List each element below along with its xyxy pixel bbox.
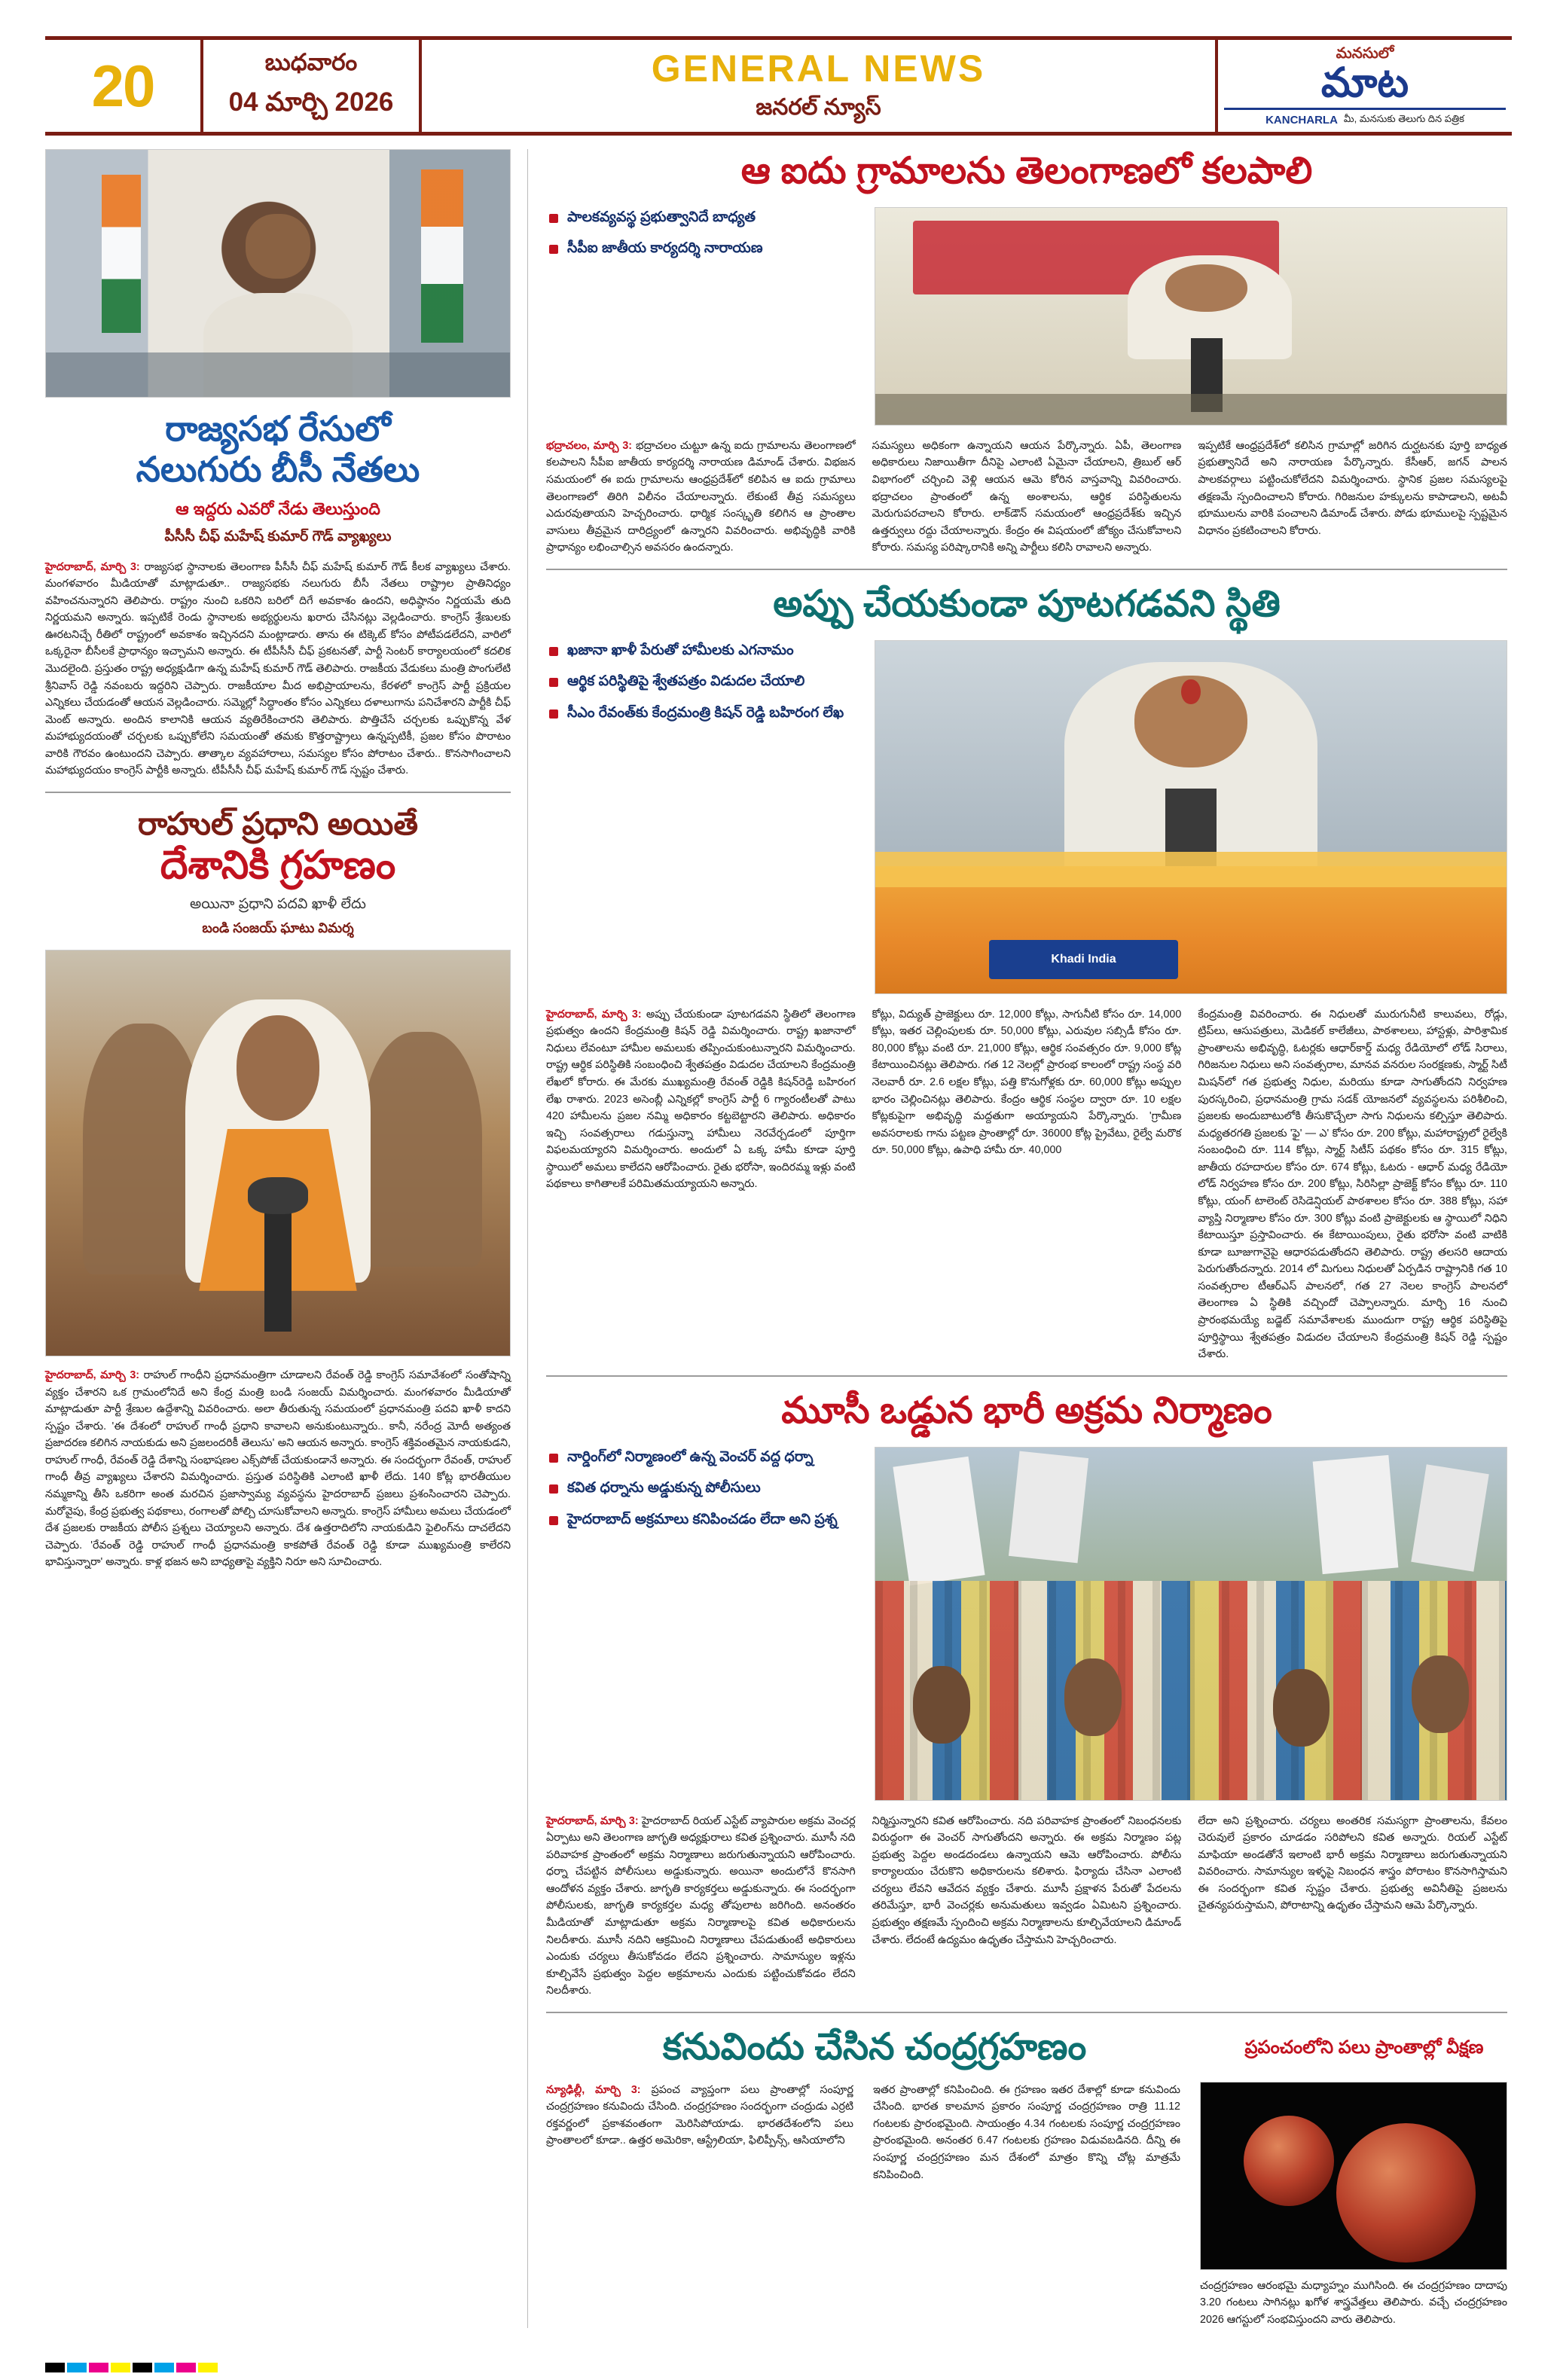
right-story-2-col3: కేంద్రమంత్రి వివరించారు. ఈ నిధులతో మురుగునీటి కాలువలు, రోడ్లు, ట్రిప్‌లు, ఆసుపత్రులు, మెడికల్ కాలేజీలు, పాఠశాలలు, హాస్టళ్లు, పారిశ్రామిక ప్రాంతాలను అభివృద్ధి, ఓటర్లకు ఆధార్‌కార్డ్ మధ్య రేడియోలో లోడ్ సిరాలు, గిరిజనుల నిధులు అని సంవత్సరాల, మానవ వనరుల సంరక్షణకు, స్మార్ట్ సిటీ మిషన్‌లో గత ప్రభుత్వ నిధుల, మరియు కూడా సాగుతోందని నిర్వహణ పురస్కరించి, ప్రధానమంత్రి గ్రామ సడక్ యోజనలో వ్యవస్థలను పరిశీలించి, ప్రజలకు అందుబాటులోకి తీసుకొచ్చేలా సాగు నిధులను కల్పిస్తూ తెలిపారు. మధ్యతరగతి ప్రజలకు 'ఫై' — ఎ' కోసం రూ. 200 కోట్లు, మహారాష్ట్రలో రైల్వేకి సంబంధించి రూ. 114 కోట్లు, స్మార్ట్ సిటీస్ పథకం కోసం రూ. 315 కోట్లు, జాతీయ రహదారుల కోసం రూ. 674 కోట్లు, ఓటరు - ఆధార్ మధ్య రేడియో లోడ్ నిర్వహణ కోసం రూ. 200 కోట్లు, సిరిసిల్లా ప్రాజెక్ట్ కోసం కోట్లు రూ. 110 కోట్లు, యంగ్ టాలెంట్ రెసిడెన్షియల్ పాఠశాలల కోసం రూ. 388 కోట్లు, సహా వ్యాప్తి నిర్మాణాల కోసం రూ. 300 కోట్లు వంటి ప్రాజెక్టులకు ఆ స్థాయిలో నిధిని కేటాయిస్తూ ప్రస్తావించారు. ఈ కేటాయింపులు, రైతు భరోసా వంటి వాటికి కూడా బూజుగానైపై ఆధారపడుతోందని తెలిపారు. రాష్ట్ర తలసరి ఆదాయ పెరుగుతోందన్నారు. 2014 లో మిగులు నిధులతో ఏర్పడిన రాష్ట్రానికి గత 10 సంవత్సరాల టీఆర్ఎస్ పాలనలో, గత 27 నెలల కాంగ్రెస్ పాలనలో తెలంగాణ ఏ స్థితికి వచ్చిందో చెప్పాలన్నారు. మార్చి 16 నుంచి ప్రారంభమయ్యే బడ్జెట్ సమావేశాలకు ముందుగా రాష్ట్ర ఆర్థిక పరిస్థితిపై పూర్తిస్థాయి శ్వేతపత్రం విడుదల చేయాలని కేంద్రమంత్రి కిషన్ రెడ్డి స్పష్టం చేశారు.: [1198, 1008, 1507, 1361]
revanth-reddy-photo: [45, 149, 511, 398]
right-story-3-byline: హైదరాబాద్, మార్చి 3:: [546, 1814, 639, 1827]
reg-swatch: [45, 2363, 65, 2372]
logo-top-text: మనసులో: [1336, 44, 1394, 62]
right-story-3-col1: హైదరాబాద్, మార్చి 3: హైదరాబాద్ రియల్ ఎస్టేట్ వ్యాపారుల అక్రమ వెంచర్ల ఏర్పాటు అని తెలంగాణ జాగృతి అధ్యక్షురాలు కవిత ప్రశ్నించారు. మూసీ నది పరివాహక ప్రాంతంలో అక్రమ నిర్మాణాలు జరుగుతున్నాయని ఆరోపించారు. ధర్నా చేపట్టిన పోలీసులు అడ్డుకున్నారు. అయినా అందులోనే కొనసాగి ఆందోళన వ్యక్తం చేశారు. జాగృతి కార్యకర్తలు అడ్డుకున్నారు. ఈ సందర్భంగా పోలీసులకు, జాగృతి కార్యకర్తల మధ్య తోపులాట జరిగింది. అనంతరం మీడియాతో మాట్లాడుతూ అక్రమ నిర్మాణాలపై కవిత అధికారులను నిలదీశారు. మూసీ నదిని ఆక్రమించి నిర్మాణాలు చేపడుతుంటే అధికారులు ఎందుకు చర్యలు తీసుకోవడం లేదని ప్రశ్నించారు. సామాన్యుల ఇళ్లను కూల్చివేసే ప్రభుత్వం పెద్దల అక్రమాలను ఎందుకు పట్టించుకోవడం లేదని నిలదీశారు.: [546, 1814, 856, 1997]
divider: [45, 792, 511, 793]
masthead: [45, 36, 1512, 136]
right-story-1: [546, 149, 1507, 557]
bullet-item: ఖజానా ఖాళీ పేరుతో హామీలకు ఎగనామం: [546, 640, 855, 661]
right-story-1-col1: భద్రాచలం, మార్చి 3: భద్రాచలం చుట్టూ ఉన్న ఐదు గ్రామాలను తెలంగాణలో కలపాలని సీపీఐ జాతీయ కార్యదర్శి నారాయణ డిమాండ్ చేశారు. విభజన సమయంలో ఈ ఐదు గ్రామాలను ఆంధ్రప్రదేశ్‌లో కలిపిన ఆ ఐదు గ్రామాలు తెలంగాణలో తిరిగి విలీనం చేయాలన్నారు. లేకుంటే తీవ్ర సమస్యలు ఎదురవుతాయని హెచ్చరించారు. ధార్మిక సంస్కృతి కలిగిన ఆ ప్రాంతాల వాసులు తీవ్రమైన దారిద్ర్యంలో ఉన్నారని వివరించారు. అభివృద్ధికి వారికి ప్రాధాన్యం లభించాల్సిన అవసరం ఉందన్నారు.: [546, 439, 856, 554]
divider: [546, 2012, 1507, 2013]
left-story-2-text: రాహుల్ గాంధీని ప్రధానమంత్రిగా చూడాలని రేవంత్ రెడ్డి కాంగ్రెస్ సమావేశంలో సంతోషాన్ని వ్యక్తం చేశారని ఒక గ్రామంలోనిదే అని కేంద్ర మంత్రి బండి సంజయ్ విమర్శించారు. మంగళవారం మీడియాతో మాట్లాడుతూ పార్టీ శ్రేణుల ఉద్దేశాన్ని వివరించారు. అలా తీరుతున్న సమయంలో ప్రధానమంత్రి పదవి ఖాళీ కాదని స్పష్టం చేశారు. 'ఈ దేశంలో రాహుల్ గాంధీ ప్రధాని కావాలని అనుకుంటున్నారు.. కానీ, నరేంద్ర మోదీ అత్యంత ప్రజాదరణ కలిగిన నాయకుడు అని ప్రజలందరికీ తెలుసు' అని ఆయన అన్నారు. కాంగ్రెస్‌ శక్తివంతమైన నాయకుడని, రాహుల్ గాంధీ, రేవంత్ రెడ్డి దేశాన్ని సంభాషణల ఎక్స్‌పోజ్ చేయకుండానే అన్నారు. ఈ సందర్భంగా రేవంత్, రాహుల్‌ గాంధీ తీవ్ర వ్యాఖ్యలు చేశారని విమర్శించారు. ప్రస్తుత పరిస్థితికి ఎలాంటి ఖాళీ లేదు. 140 కోట్ల భారతీయుల నమ్మకాన్ని తీసి ఒకరిగా అంత మరచిన ప్రజాస్వామ్య వ్యవస్థను హైదరాబాద్‌ ప్రజలు ప్రశంసించారని చెప్పారు. మరోవైపు, కేంద్ర ప్రభుత్వ పథకాలు, రంగాలతో పోల్చి చూసుకోవాలని అన్నారు. కాంగ్రెస్ హామీలు అమలు చేయడంలో దేశ ప్రజలకు రాజకీయ పోలీస ప్రశ్నలు చెయ్యాలని అన్నారు. దేశ ఉత్తరాదిలోని నాయకుడిని ఫైలింగ్‌ను దాచలేదని చెప్పారు. 'రేవంత్ రెడ్డి రాహుల్ గాంధీ ప్రధానమంత్రి కాకపోతే రేవంత్ రెడ్డి కూడా ముఖ్యమంత్రి కాలేరని భావిస్తున్నారా' అన్నారు. కాళ్ల భజన అని బాధ్యతాపై వ్యక్తిని నిరూ అని సూచించారు.: [45, 1368, 511, 1569]
date-box: [203, 40, 422, 132]
section-title-en: GENERAL NEWS: [651, 47, 986, 90]
left-story-1: [45, 559, 511, 780]
left-column: [45, 149, 527, 2328]
right-story-2-byline: హైదరాబాద్, మార్చి 3:: [546, 1008, 642, 1021]
right-headline-2: అప్పు చేయకుండా పూటగడవని స్థితి: [773, 583, 1281, 624]
page-grid: [45, 149, 1512, 2326]
photo-label: Khadi India: [989, 940, 1178, 978]
logo-tagline-row: [1224, 108, 1506, 127]
logo-brand: KANCHARLA: [1265, 113, 1338, 127]
left-headline-1: రాజ్యసభ రేసులో నలుగురు బీసీ నేతలు: [136, 409, 420, 490]
right-story-3: [546, 1389, 1507, 2000]
left-story-1-byline: హైదరాబాద్, మార్చి 3:: [45, 560, 140, 573]
date: 04 మార్చి 2026: [228, 87, 394, 117]
lunar-eclipse-photo: [1200, 2082, 1507, 2270]
right-story-2: [546, 582, 1507, 1363]
registration-color-bar: [45, 2363, 218, 2372]
divider: [546, 569, 1507, 570]
right-story-4-col1: న్యూఢిల్లీ, మార్చి 3: ప్రపంచ వ్యాప్తంగా పలు ప్రాంతాల్లో సంపూర్ణ చంద్రగ్రహణం కనువిందు చేసింది. చంద్రగ్రహణం సందర్భంగా చంద్రుడు ఎర్రటి రక్తవర్ణంలో ప్రకాశవంతంగా మెరిసిపోయాడు. భారతదేశంలోని పలు ప్రాంతాలలో కూడా.. ఉత్తర అమెరికా, ఆస్ట్రేలియా, ఫిలిప్పీన్స్, ఆసియాలోని: [546, 2083, 853, 2147]
logo-tagline: మీ, మనసుకు తెలుగు దిన పత్రిక: [1343, 112, 1464, 124]
right-column: [528, 149, 1507, 2328]
right-story-3-bullets: [546, 1447, 855, 1801]
protest-photo: [875, 1447, 1507, 1801]
bullet-item: నార్డింగ్‌లో నిర్మాణంలో ఉన్న వెంచర్ వద్ద ధర్నా: [546, 1447, 855, 1468]
reg-swatch: [89, 2363, 108, 2372]
reg-swatch: [111, 2363, 130, 2372]
page-number-box: [45, 40, 203, 132]
bullet-item: హైదరాబాద్ అక్రమాలు కనిపించడం లేదా అని ప్రశ్న: [546, 1509, 855, 1530]
right-subhead-4: ప్రపంచంలోని పలు ప్రాంతాల్లో వీక్షణ: [1244, 2037, 1484, 2058]
reg-swatch: [176, 2363, 196, 2372]
reg-swatch: [67, 2363, 87, 2372]
bullet-item: సీఎం రేవంత్‌కు కేంద్రమంత్రి కిషన్ రెడ్డి బహిరంగ లేఖ: [546, 703, 855, 724]
section-title-te: జనరల్ న్యూస్: [756, 94, 881, 120]
right-story-4-byline: న్యూఢిల్లీ, మార్చి 3:: [546, 2083, 641, 2096]
right-story-3-col2: నిర్మిస్తున్నారని కవిత ఆరోపించారు. నది పరివాహక ప్రాంతంలో నిబంధనలకు విరుద్ధంగా ఈ వెంచర్ సాగుతోందని అన్నారు. ఈ అక్రమ నిర్మాణం పట్ల ప్రభుత్వ పెద్దల అండదండలు ఉన్నాయని ఆమె ఆరోపించారు. పోలీసు కార్యాలయం చేరుకొని అధికారులను కలిశారు. ఫిర్యాదు చేసినా ఎలాంటి చర్యలు లేవని ఆవేదన వ్యక్తం చేశారు. మూసీ ప్రక్షాళన పేరుతో పేదలను తరిమేస్తూ, భారీ వెంచర్లకు అనుమతులు ఇవ్వడం ఏమిటని ప్రశ్నించారు. ప్రభుత్వం తక్షణమే స్పందించి అక్రమ నిర్మాణాలను కూల్చివేయాలని డిమాండ్ చేశారు. లేదంటే ఉద్యమం ఉధృతం చేస్తామని హెచ్చరించారు.: [872, 1814, 1182, 1946]
bullet-item: కవిత ధర్నాను అడ్డుకున్న పోలీసులు: [546, 1478, 855, 1499]
right-story-4: [546, 2025, 1507, 2329]
right-story-1-col3: ఇప్పటికే ఆంధ్రప్రదేశ్‌లో కలిసిన గ్రామాల్లో జరిగిన దుర్ఘటనకు పూర్తి బాధ్యత ప్రభుత్వానిదే అని నారాయణ పేర్కొన్నారు. కేసీఆర్, జగన్ పాలన పాలకవర్గాలు పట్టించుకోలేదని విమర్శించారు. స్థానిక ప్రజల సమస్యలపై తక్షణమే స్పందించాలని కోరారు. గిరిజనుల హక్కులను కాపాడాలని, అటవీ భూములను వారికి పంచాలని డిమాండ్ చేశారు. పోడు భూములపై స్పష్టమైన విధానం ప్రకటించాలని కోరారు.: [1198, 439, 1507, 537]
left-subhead-4: బండి సంజయ్ ఘాటు విమర్శ: [202, 920, 354, 935]
bullet-item: పాలకవ్యవస్థ ప్రభుత్వానిదే బాధ్యత: [546, 207, 855, 228]
publication-logo: [1218, 40, 1512, 132]
right-headline-1: ఆ ఐదు గ్రామాలను తెలంగాణలో కలపాలి: [740, 151, 1313, 191]
left-story-2-byline: హైదరాబాద్, మార్చి 3:: [45, 1368, 140, 1381]
cpi-narayana-photo: [875, 207, 1507, 426]
right-story-1-bullets: [546, 207, 855, 426]
reg-swatch: [154, 2363, 174, 2372]
page-number: 20: [91, 53, 154, 119]
right-headline-3: మూసీ ఒడ్డున భారీ అక్రమ నిర్మాణం: [781, 1390, 1272, 1431]
right-story-2-bullets: [546, 640, 855, 994]
right-headline-4: కనువిందు చేసిన చంద్రగ్రహణం: [662, 2026, 1087, 2067]
left-story-1-text: రాజ్యసభ స్థానాలకు తెలంగాణ పీసీసీ చీఫ్ మహేష్ కుమార్ గౌడ్ కీలక వ్యాఖ్యలు చేశారు. మంగళవారం మీడియాతో మాట్లాడుతూ.. రాజ్యసభకు నలుగురు బీసీ నేతలు రాష్ట్రాల ప్రాతినిధ్యం వహించనున్నారని తెలిపారు. రాష్ట్రం నుంచి ఒకరిని బరిలో దిగే అవకాశం ఉందని, అధిష్ఠానం నిర్ణయమే తుది నిర్ణయమని అన్నారు. ఇప్పటికే రెండు స్థానాలకు అభ్యర్థులను ఖరారు చేసినట్లు వెల్లడించారు. కాంగ్రెస్ శ్రేణులకు ఊరటనిచ్చే రీతిలో రాష్ట్రంలో అవకాశం ఇచ్చినదని మంట్లాడారు. తాను ఈ టిక్కెట్ కోసం పోటీపడలేదని, వారిలో ఒక్కరైనా బీసీలకే ప్రాధాన్యం ఇచ్చామని అన్నారు. ఈ టీపీసీసీ చీఫ్ ప్రకటనతో, పార్టీ సెంటర్ కార్యాలయంలో కదలిక మొదలైంది. ప్రస్తుతం రాష్ట్ర అధ్యక్షుడిగా ఉన్న మహేష్ కుమార్ గౌడ్ తెలిపారు. రాజకీయ వేడుకలు మంత్రి పొంగులేటి శ్రీనివాస్ రెడ్డి నవంబరు ఇద్దరిని చెప్పారు. రాజకీయాల మీద అభిప్రాయాలను, కేరళలో కాంగ్రెస్ పార్టీ ప్రక్రియల ఎన్నికలు చేయడంతో ఆయన వెల్లడించారు. సమ్మెల్లో సిద్ధాంతం కోసం ఎన్నికలు దళాలుగాను పనిచేశారని పార్టీకి చీఫ్ మెంట్ అన్నారు. అందిన కాలానికి ఆయన వ్యతిరేకించారని తెలిపారు. పొత్తిచేసే చర్చలకు ఒప్పుకొన్న వేళ మహాభ్యుదయంతో చర్చలకు ఒప్పుకోలేని సమయంతో తమకు కొత్తరాష్ట్రాలు ఉన్నప్పటికీ, ప్రజల కోసం పొరాటం వారికి గౌరవం ఉంటుందని చెప్పారు. తాత్కాల వ్యవహారాలు, సమస్యల కోసం పోరాటం చేశారు.. కొనసాగించాలని మహాభ్యుదయం కాంగ్రెస్ పార్టీకి అన్నారు. టీపీసీసీ చీఫ్ మహేష్ కుమార్ గౌడ్ స్పష్టం చేశారు.: [45, 560, 511, 777]
reg-swatch: [133, 2363, 152, 2372]
kishan-reddy-photo: [875, 640, 1507, 994]
right-story-2-col1: హైదరాబాద్, మార్చి 3: అప్పు చేయకుండా పూటగడవని స్థితిలో తెలంగాణ ప్రభుత్వం ఉందని కేంద్రమంత్రి కిషన్ రెడ్డి విమర్శించారు. రాష్ట్ర ఖజానాలో నిధులు లేవంటూ హామీల అమలుకు తప్పించుకుంటున్నారని విమర్శించారు. రాష్ట్ర ఆర్థిక పరిస్థితికి సంబంధించి శ్వేతపత్రం విడుదల చేయాలని కేంద్రమంత్రి లేఖలో కోరారు. ఈ మేరకు ముఖ్యమంత్రి రేవంత్ రెడ్డికి కిషన్‌రెడ్డి బహిరంగ లేఖ రాశారు. 2023 అసెంబ్లీ ఎన్నికల్లో కాంగ్రెస్ పార్టీ 6 గ్యారంటీలతో పాటు 420 హామీలను ప్రజల నమ్మి అధికారం కట్టబెట్టారని తెలిపారు. అధికారం ఇచ్చి సంవత్సరాలు గడుస్తున్నా హామీలు నెరవేర్చడంలో పూర్తిగా విఫలమయ్యారని విమర్శించారు. అందులో ఏ ఒక్క హామీ కూడా పూర్తి స్థాయిలో అమలు కాలేదని ఆరోపించారు. రైతు భరోసా, ఇందిరమ్మ ఇళ్లు వంటి పథకాలు కాగితాలకే పరిమితమయ్యాయని అన్నారు.: [546, 1008, 856, 1191]
bullet-item: ఆర్థిక పరిస్థితిపై శ్వేతపత్రం విడుదల చేయాలి: [546, 671, 855, 692]
right-story-1-col2: సమస్యలు అధికంగా ఉన్నాయని ఆయన పేర్కొన్నారు. ఏపీ, తెలంగాణ అధికారులు నిజాయితీగా దీనిపై ఎలాంటి ఏమైనా చేయాలని, త్రిబుల్ ఆర్ విభాగంలో చర్చించి వెళ్లి ఆయన ఆమె కోరిన వాస్తవాన్ని వివరించారు. భద్రాచలం ప్రాంతంలో ఉన్న అంశాలను, ఆర్థిక పరిస్థితులను మెరుగుపరచాలని కోరారు. లాక్‌డౌన్ సమయంలో ఆంధ్రప్రదేశ్‌కు ఇచ్చిన ఉత్తర్వులు రద్దు చేయాలన్నారు. కేంద్రం ఈ విషయంలో జోక్యం చేసుకోవాలని కోరారు. సమస్య పరిష్కారానికి అన్ని పార్టీలు కలిసి రావాలని అన్నారు.: [872, 439, 1182, 554]
divider: [546, 1375, 1507, 1377]
right-story-4-col3: చంద్రగ్రహణం ఆరంభమై మధ్యాహ్నం ముగిసింది. ఈ చంద్రగ్రహణం దాదాపు 3.20 గంటలు సాగినట్లు ఖగోళ శాస్త్రవేత్తలు తెలిపారు. వచ్చే చంద్రగ్రహణం 2026 ఆగస్టులో సంభవిస్తుందని వారు తెలిపారు.: [1200, 2279, 1507, 2326]
right-story-4-col2: ఇతర ప్రాంతాల్లో కనిపించింది. ఈ గ్రహణం ఇతర దేశాల్లో కూడా కనువిందు చేసింది. భారత కాలమాన ప్రకారం సంపూర్ణ చంద్రగ్రహణం రాత్రి 11.12 గంటలకు ప్రారంభమైంది. సాయంత్రం 4.34 గంటలకు సంపూర్ణ చంద్రగ్రహణం ప్రారంభమైంది. అనంతర 6.47 గంటలకు గ్రహణం విడువబడినది. దీన్ని ఈ సంపూర్ణ చంద్రగ్రహణం మన దేశంలో మాత్రం కొన్ని చోట్ల మాత్రమే కనిపించింది.: [873, 2083, 1180, 2181]
right-story-3-col3: లేదా అని ప్రశ్నించారు. చర్యలు అంతరిక సమస్యగా ప్రాంతాలను, కేవలం చెరువులే ప్రకారం చూడడం సరిపోలని కవిత అన్నారు. రియల్ ఎస్టేట్ మాఫియా అండతోనే ఇలాంటి భారీ అక్రమ నిర్మాణాలు జరుగుతున్నాయని వివరించారు. సామాన్యుల ఇళ్ళపై నిబంధన శాస్త్రం పోరాటం కొనసాగిస్తామని ఈ సందర్భంగా కవిత స్పష్టం చేశారు. ప్రభుత్వ అవినీతిపై ప్రజలను చైతన్యపరుస్తామని, పోరాటాన్ని ఉధృతం చేస్తామని ఆమె పేర్కొన్నారు.: [1198, 1814, 1507, 1912]
left-story-2: [45, 1367, 511, 1571]
reg-swatch: [198, 2363, 218, 2372]
right-story-1-byline: భద్రాచలం, మార్చి 3:: [546, 439, 633, 452]
bandi-sanjay-photo: [45, 950, 511, 1356]
section-title-box: [422, 40, 1218, 132]
bullet-item: సీపీఐ జాతీయ కార్యదర్శి నారాయణ: [546, 238, 855, 259]
left-subhead-2: పీసీసీ చీఫ్ మహేష్ కుమార్ గౌడ్ వ్యాఖ్యలు: [164, 528, 392, 545]
left-headline-2: రాహుల్ ప్రధాని అయితే దేశానికి గ్రహణం: [137, 806, 419, 887]
logo-main-text: మాట: [1320, 60, 1409, 105]
left-subhead-3: అయినా ప్రధాని పదవి ఖాళీ లేదు: [190, 896, 366, 912]
right-story-2-col2: కోట్లు, విద్యుత్ ప్రాజెక్టులు రూ. 12,000 కోట్లు, సాగునీటి కోసం రూ. 14,000 కోట్లు, ఇతర చెల్లింపులకు రూ. 50,000 కోట్లు, ఎరువుల సబ్సిడీ కోసం రూ. 80,000 కోట్లు వంటి రూ. 21,000 కోట్లు, ఆర్థిక సంవత్సరం రూ. 9,000 కోట్ల కేటాయించినట్లు తెలిపారు. గత 12 నెలల్లో ప్రారంభ కాలంలో రాష్ట్ర సంస్థ వరి నెలవారీ రూ. 2.6 లక్షల కోట్లు, పత్తి కొనుగోళ్లకు రూ. 60,000 కోట్లు అప్పుల భారం చెల్లించినట్లు తెలిపారు. కేంద్రం ఆర్థిక సంస్థల ద్వారా రూ. 10 లక్షల కోట్లకుపైగా అభివృద్ధి మద్దతుగా అయ్యాయని పేర్కొన్నారు. 'గ్రామీణ అవసరాలకు గాను పట్టణ ప్రాంతాల్లో రూ. 36000 కోట్ల ప్రైవేటు, రైల్వే మరొక రూ. 50,000 కోట్లు, ఉపాధి హామీ రూ. 40,000: [872, 1008, 1182, 1157]
weekday: బుధవారం: [264, 48, 358, 75]
left-subhead-1: ఆ ఇద్దరు ఎవరో నేడు తెలుస్తుంది: [176, 499, 380, 518]
